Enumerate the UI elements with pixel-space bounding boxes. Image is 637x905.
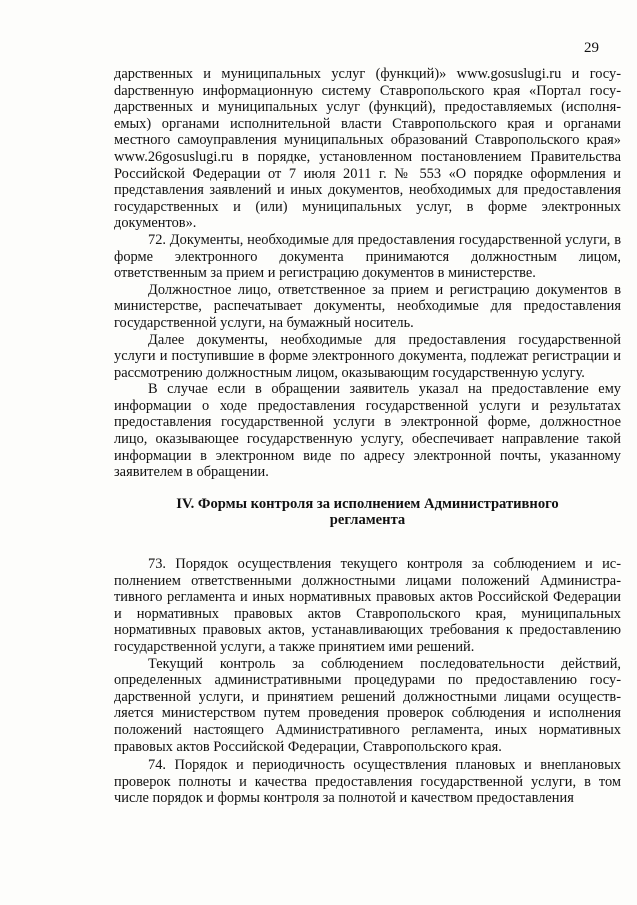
- paragraph-current-control: Текущий контроль за соблюдением последовательности действий, определенных административными процедурами по предоставлению государственной услуги, и принятием решений должностными лицами осуществляется министерством путем проведения проверок соблюдения и исполнения положений настоящего Административного регламента, иных нормативных правовых актов Российской Федерации, Ставропольского края.: [114, 655, 621, 755]
- paragraph-registration: Далее документы, необходимые для предоставления государственной услуги и поступившие в форме электронного документа, подлежат регистрации и рассмотрению должностным лицом, оказывающим государственную услугу.: [114, 331, 621, 381]
- section-heading-line-2: регламента: [329, 512, 406, 529]
- section-heading: [114, 496, 621, 529]
- document-body: [114, 66, 621, 807]
- section-heading-line-1: IV. Формы контроля за исполнением Административного: [176, 495, 559, 512]
- paragraph-74: 74. Порядок и периодичность осуществления плановых и внеплановых проверок полноты и качества предоставления государственной услуги, в том числе порядок и формы контроля за полнотой и качеством предоставления: [114, 757, 621, 807]
- paragraph-73: 73. Порядок осуществления текущего контроля за соблюдением и исполнением ответственными должностными лицами положений Административного регламента и иных нормативных правовых актов Российской Федерации и нормативных правовых актов Ставропольского края, муниципальных нормативных правовых актов, устанавливающих требования к предоставлению государственной услуги, а также принятием ими решений.: [114, 556, 621, 655]
- paragraph-72: 72. Документы, необходимые для предоставления государственной услуги, в форме электронного документа принимаются должностным лицом, ответственным за прием и регистрацию документов в министерстве.: [114, 231, 621, 282]
- paragraph-electronic-info: В случае если в обращении заявитель указал на предоставление ему информации о ходе предоставления государственной услуги и результатах предоставления государственной услуги в электронной форме, должностное лицо, оказывающее государственную услугу, обеспечивает направление такой информации в электронном виде по адресу электронной почты, указанному заявителем в обращении.: [114, 381, 621, 481]
- page-number: 29: [584, 40, 599, 56]
- paragraph-continuation: дарственных и муниципальных услуг (функций)» www.gosuslugi.ru и госуdарственную информационную систему Ставропольского края «Портал государственных и муниципальных услуг (функций), предоставляемых (исполняемых) органами исполнительной власти Ставропольского края и органами местного самоуправления муниципальных образований Ставропольского края» www.26gosuslugi.ru в порядке, установленном постановлением Правительства Российской Федерации от 7 июля 2011 г. № 553 «О порядке оформления и представления заявлений и иных документов, необходимых для предоставления государственных и (или) муниципальных услуг, в форме электронных документов».: [114, 66, 621, 232]
- paragraph-official-prints: Должностное лицо, ответственное за прием и регистрацию документов в министерстве, распечатывает документы, необходимые для предоставления государственной услуги, на бумажный носитель.: [114, 281, 621, 331]
